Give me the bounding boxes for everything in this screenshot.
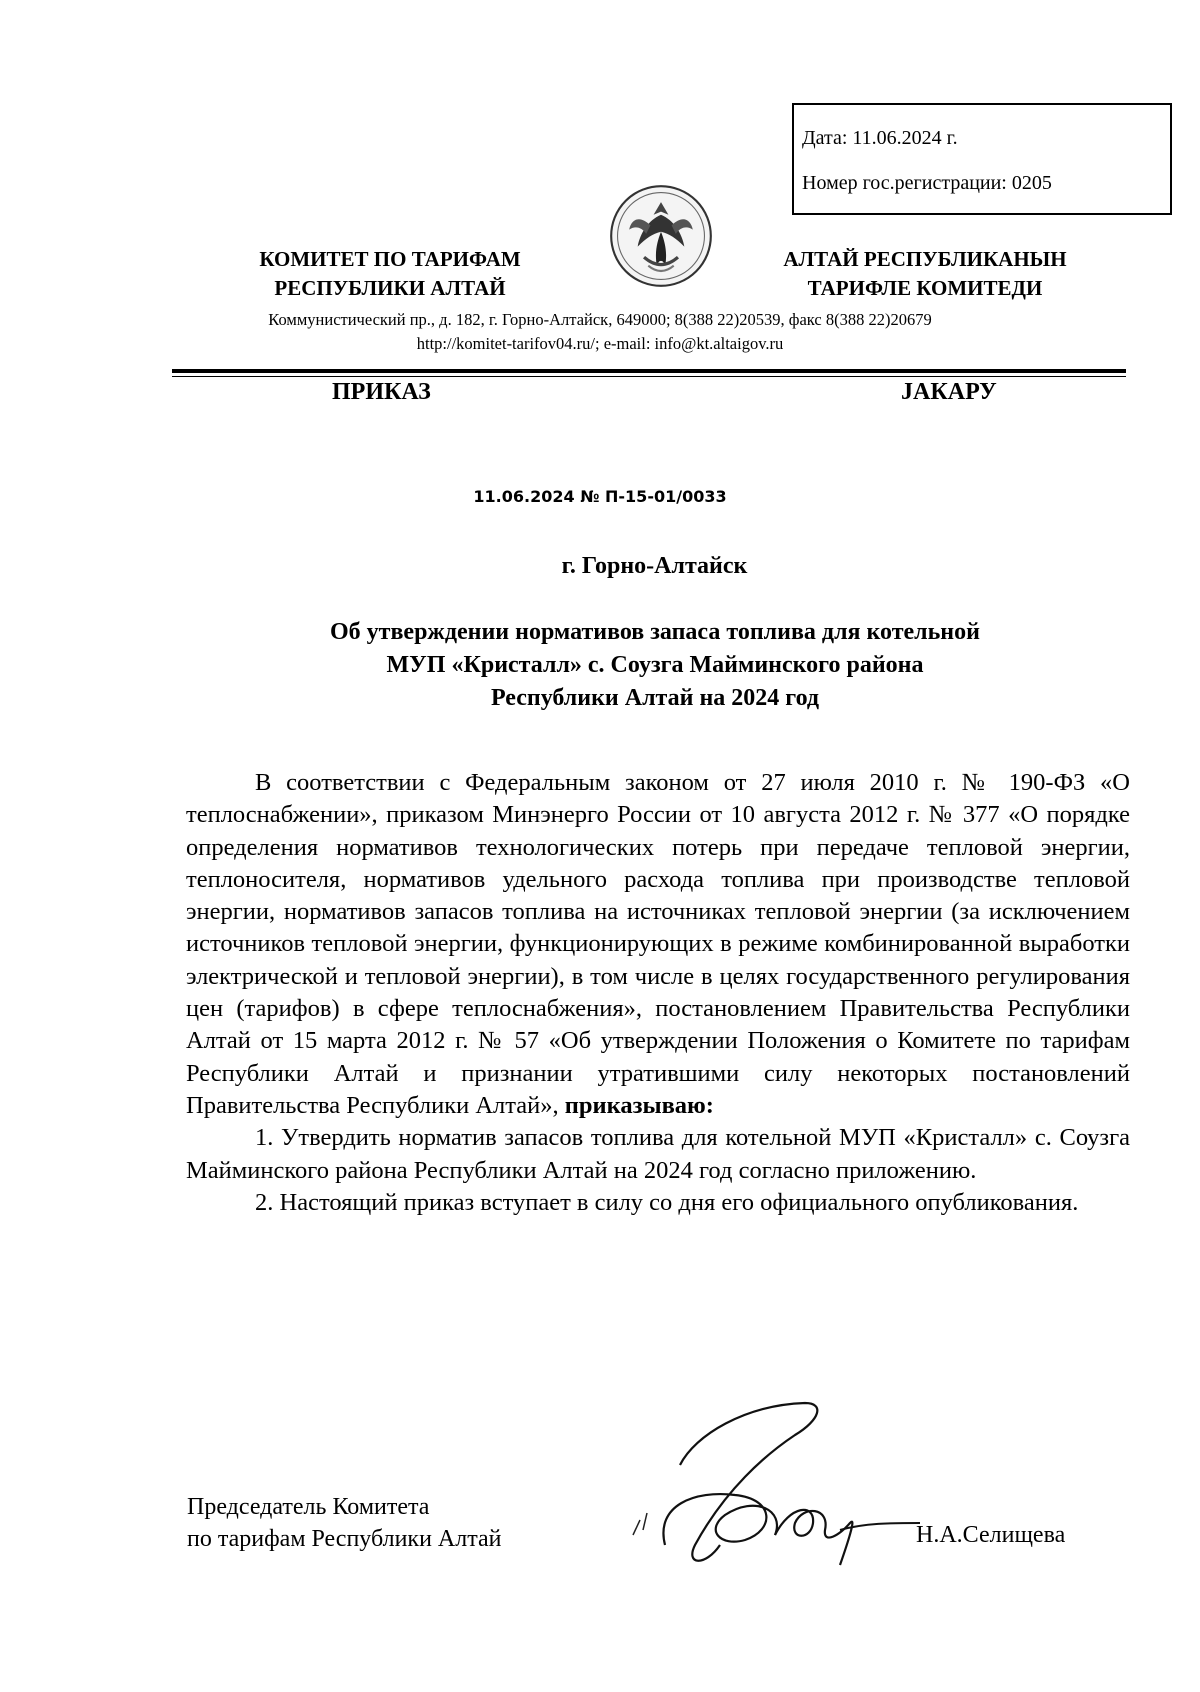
org-name-russian: [220, 245, 560, 303]
preamble-paragraph: [186, 767, 1130, 1122]
header-divider: [172, 369, 1126, 373]
emblem-icon: [608, 183, 714, 289]
org-name-line: КОМИТЕТ ПО ТАРИФАМ: [259, 247, 521, 271]
handwritten-signature: [625, 1395, 945, 1585]
order-word-altai: JАКАРУ: [901, 379, 997, 405]
order-number: 11.06.2024 № П-15-01/0033: [473, 487, 727, 506]
registration-number: [802, 172, 1052, 195]
order-directive: приказываю:: [564, 1091, 714, 1119]
preamble-text: В соответствии с Федеральным законом от 27 июля 2010 г. № 190-ФЗ «О теплоснабжении», приказом Минэнерго России от 10 августа 2012 г. № 377 «О порядке определения нормативов технологических потерь при передаче тепловой энергии, теплоносителя, нормативов удельного расхода топлива при производстве тепловой энергии, нормативов запасов топлива на источниках тепловой энергии (за исключением источников тепловой энергии, функционирующих в режиме комбинированной выработки электрической и тепловой энергии), в том числе в целях государственного регулирования цен (тарифов) в сфере теплоснабжения», постановлением Правительства Республики Алтай от 15 марта 2012 г. № 57 «Об утверждении Положения о Комитете по тарифам Республики Алтай и признании утратившими силу некоторых постановлений Правительства Республики Алтай»,: [186, 769, 1130, 1119]
subject-line: МУП «Кристалл» с. Соузга Майминского района: [386, 652, 924, 678]
registration-date-label: Дата:: [802, 127, 848, 149]
registration-date: [802, 127, 958, 150]
org-name-altai: [745, 245, 1105, 303]
order-body: [186, 767, 1130, 1219]
signatory-title-line: по тарифам Республики Алтай: [187, 1526, 502, 1552]
order-item-1: 1. Утвердить норматив запасов топлива для котельной МУП «Кристалл» с. Соузга Майминского района Республики Алтай на 2024 год согласно приложению.: [186, 1124, 1130, 1184]
signatory-title: [187, 1491, 502, 1555]
contacts-address: Коммунистический пр., д. 182, г. Горно-Алтайск, 649000; 8(388 22)20539, факс 8(388 22)20679: [268, 310, 932, 329]
org-name-line: РЕСПУБЛИКИ АЛТАЙ: [274, 276, 506, 300]
signatory-name: Н.А.Селищева: [916, 1522, 1066, 1548]
org-name-line: ТАРИФЛЕ КОМИТЕДИ: [807, 276, 1043, 300]
order-item-2: 2. Настоящий приказ вступает в силу со дня его официального опубликования.: [255, 1188, 1079, 1216]
contacts-web-email: http://komitet-tarifov04.ru/; e-mail: info@kt.altaigov.ru: [416, 334, 784, 353]
signatory-title-line: Председатель Комитета: [187, 1494, 430, 1520]
registration-number-label: Номер гос.регистрации:: [802, 172, 1007, 194]
header-divider-thin: [172, 376, 1126, 377]
city: г. Горно-Алтайск: [561, 553, 748, 579]
subject-line: Республики Алтай на 2024 год: [490, 685, 820, 711]
order-word-russian: ПРИКАЗ: [332, 379, 431, 405]
contacts: [120, 308, 1080, 356]
registration-box: [792, 103, 1172, 215]
registration-date-value: 11.06.2024 г.: [852, 127, 958, 149]
registration-number-value: 0205: [1011, 172, 1052, 194]
subject-line: Об утверждении нормативов запаса топлива для котельной: [330, 619, 980, 645]
order-subject: [200, 616, 1110, 715]
org-name-line: АЛТАЙ РЕСПУБЛИКАНЫН: [783, 247, 1067, 271]
